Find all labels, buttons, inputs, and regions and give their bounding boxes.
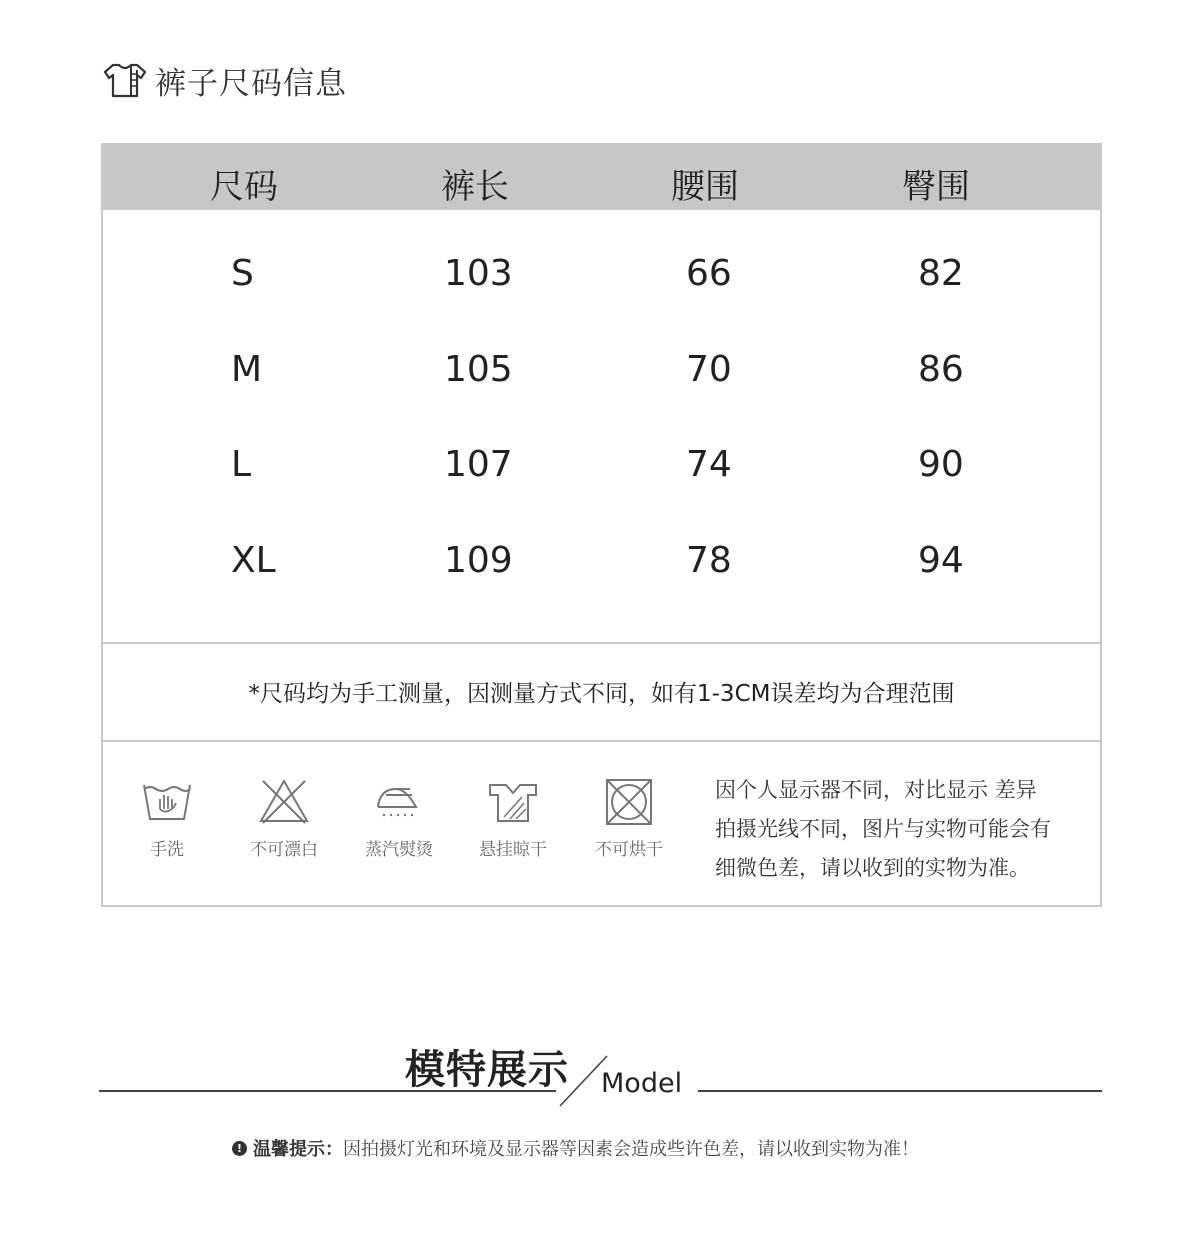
model-heading-lines: [0, 1040, 1200, 1110]
info-icon: !: [232, 1141, 247, 1156]
cell-length: 105: [444, 349, 513, 390]
no-tumble-dry-icon: [602, 777, 656, 827]
tip-label: 温馨提示：: [253, 1139, 343, 1160]
care-steam-iron: [349, 777, 449, 860]
care-hand-wash: [117, 777, 217, 860]
table-row: [103, 435, 1100, 495]
care-no-bleach: [234, 777, 334, 860]
cell-hip: 90: [918, 444, 964, 485]
cell-size: XL: [231, 540, 276, 581]
pants-icon: [101, 58, 149, 102]
tip-text: 因拍摄灯光和环境及显示器等因素会造成些许色差，请以收到实物为准！: [343, 1139, 919, 1160]
color-disclaimer: [715, 771, 1095, 888]
header-size: 尺码: [210, 167, 278, 207]
care-label: 不可漂白: [250, 840, 318, 860]
hand-wash-icon: [140, 777, 194, 827]
no-bleach-icon: [257, 777, 311, 827]
cell-waist: 74: [686, 444, 732, 485]
model-heading: 模特展示: [405, 1047, 569, 1093]
steam-iron-icon: [372, 777, 426, 827]
disclaimer-line: 细微色差，请以收到的实物为准。: [715, 856, 1030, 880]
cell-length: 103: [444, 253, 513, 294]
care-label: 手洗: [150, 840, 184, 860]
care-label: 悬挂晾干: [479, 840, 547, 860]
cell-hip: 82: [918, 253, 964, 294]
table-header: [103, 145, 1100, 210]
section-title-text: 裤子尺码信息: [155, 65, 347, 102]
cell-size: L: [231, 444, 252, 485]
hang-dry-icon: [486, 777, 540, 827]
disclaimer-line: 拍摄光线不同，图片与实物可能会有: [715, 817, 1051, 841]
cell-waist: 78: [686, 540, 732, 581]
size-chart: [101, 143, 1102, 907]
table-row: [103, 244, 1100, 304]
cell-hip: 86: [918, 349, 964, 390]
cell-size: M: [231, 349, 263, 390]
color-tip: [232, 1135, 919, 1161]
divider: [103, 642, 1100, 644]
measurement-note: *尺码均为手工测量，因测量方式不同，如有1-3CM误差均为合理范围: [248, 681, 955, 707]
table-row: [103, 340, 1100, 400]
model-subheading: Model: [601, 1068, 683, 1099]
care-label: 不可烘干: [595, 840, 663, 860]
care-label: 蒸汽熨烫: [365, 840, 433, 860]
header-waist: 腰围: [671, 167, 739, 207]
care-hang-dry: [463, 777, 563, 860]
table-row: [103, 531, 1100, 591]
divider: [103, 740, 1100, 742]
cell-length: 109: [444, 540, 513, 581]
care-no-tumble-dry: [579, 777, 679, 860]
cell-waist: 70: [686, 349, 732, 390]
cell-hip: 94: [918, 540, 964, 581]
header-length: 裤长: [441, 167, 509, 207]
header-hip: 臀围: [902, 167, 970, 207]
disclaimer-line: 因个人显示器不同，对比显示 差异: [715, 778, 1037, 802]
section-title: [101, 58, 347, 102]
cell-waist: 66: [686, 253, 732, 294]
cell-size: S: [231, 253, 254, 294]
cell-length: 107: [444, 444, 513, 485]
